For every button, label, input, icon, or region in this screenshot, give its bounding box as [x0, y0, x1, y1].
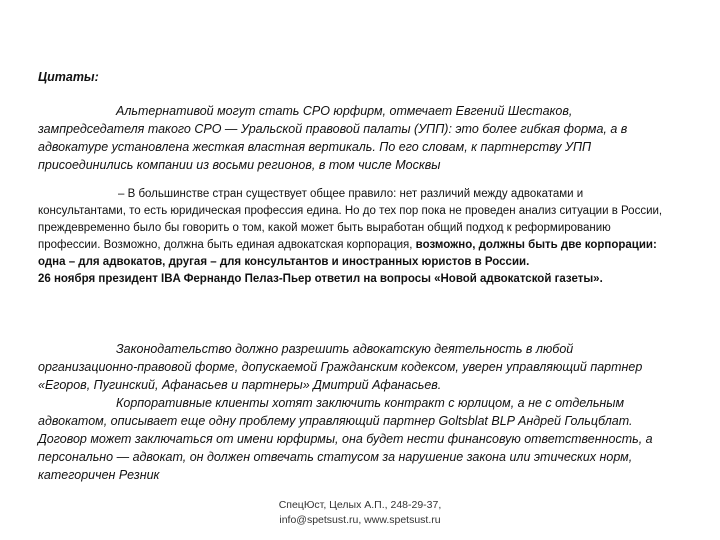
quote-iba-bold-text: возможно, должны быть две корпорации: одна – для адвокатов, другая – для консультантов и иностранных юристов в России. — [38, 239, 657, 268]
quote-afanasyev: Законодательство должно разрешить адвокатскую деятельность в любой организационно-правовой форме, допускаемой Гражданским кодексом, уверен управляющий партнер «Егоров, Пугинский, Афанасьев и партнеры» Дмитрий Афанасьев. — [38, 342, 643, 392]
footer-contacts — [0, 498, 720, 528]
quote-iba-attribution: 26 ноября президент IBA Фернандо Пелаз-Пьер ответил на вопросы «Новой адвокатской газеты». — [38, 273, 603, 285]
quote-goltsblat: Корпоративные клиенты хотят заключить контракт с юрлицом, а не с отдельным адвокатом, описывает еще одну проблему управляющий партнер Goltsblat BLP Андрей Гольцблат. Договор может заключаться от имени юрфирмы, она будет нести финансовую ответственность, а персонально — адвокат, он должен отвечать статусом за нарушение закона или этических норм, категоричен Резник — [38, 396, 653, 482]
quote-iba — [38, 186, 663, 288]
quote-shestakov: Альтернативой могут стать СРО юрфирм, отмечает Евгений Шестаков, зампредседателя такого СРО — Уральской правовой палаты (УПП): это более гибкая форма, а в адвокатуре установлена жесткая властная вертикаль. По его словам, к партнерству УПП присоединились компании из восьми регионов, в том числе Москвы — [38, 104, 628, 172]
page-heading: Цитаты: — [38, 70, 99, 84]
footer-line-1: СпецЮст, Целых А.П., 248-29-37, — [278, 499, 442, 511]
footer-line-2: info@spetsust.ru, www.spetsust.ru — [279, 514, 441, 526]
quote-iba-text: – В большинстве стран существует общее правило: нет различий между адвокатами и консультантами, то есть юридическая профессия едина. Но до тех пор пока не проведен анализ ситуации в России, преждевременно было бы говорить о том, какой может быть выработан общий подход к реформированию профессии. Возможно, должна быть единая адвокатская корпорация, — [38, 188, 663, 251]
